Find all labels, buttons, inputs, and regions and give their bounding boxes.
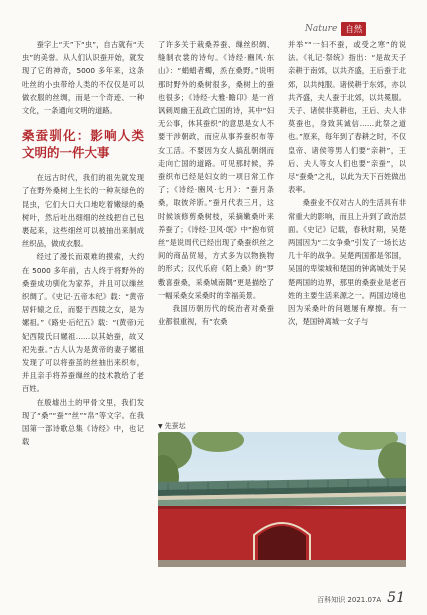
section-label-cn: 自然 [341,22,366,36]
page-number: 51 [387,590,405,606]
intro-paragraph: 蚕字上“天”下“虫”，自古就有“天虫”的美誉。从人们认识蚕开始，就发现了它的神奇，5000 多年来，这条吐丝的小虫带给人类的不仅仅是可以做衣服的丝绸，而是一个奇迹、一种文化，一条通向文明的道路。 [22,40,144,116]
body-paragraph: 在远古时代，我们的祖先就发现了在野外桑树上生长的一种灰绿色的昆虫，它们大口大口地吃着嫩绿的桑树叶，然后吐出细细的丝线把自己包裹起来，这些细丝可以被抽出来制成丝织品，做成衣服。 [22,173,144,249]
body-paragraph: 经过了漫长而艰难的摸索，大约在 5000 多年前，古人终于将野外的桑蚕成功驯化为家养，并且可以缫丝织绸了。《史记·五帝本纪》载：“黄帝居轩辕之丘，而娶于西陵之女，是为嫘祖。”《路史·后纪五》载：“(黄帝)元妃西陵氏曰嫘祖……以其始蚕，故又祀先蚕。”古人认为是黄帝的妻子嫘祖发现了可以将蚕茧的丝抽出来织布，并且亲手将养蚕缫丝的技术教给了老百姓。 [22,252,144,394]
section-heading: 桑蚕驯化：影响人类文明的一件大事 [22,128,144,161]
wall-shadow [158,506,406,509]
figure-caption-text: 先蚕坛 [164,422,186,430]
body-paragraph: 在殷墟出土的甲骨文里，我们发现了“桑”“蚕”“丝”“帛”等文字。在我国第一部诗歌总集《诗经》中，也记载 [22,397,144,447]
body-paragraph: 了许多关于栽桑养蚕、缫丝织绸、缝制衣裳的诗句。《诗经·豳风·东山》：“蜎蜎者蠋，烝在桑野。”说明那时野外的桑树很多，桑树上的蚕也很多；《诗经·大雅·瞻卬》是一首讽刺周幽王乱政亡国的诗，其中“妇无公事，休其蚕织”的意思是女人不要干涉朝政，而应从事养蚕织布等女工活。不要因为女人搞乱朝纲而走向亡国的道路。可见那时候，养蚕织布已经是妇女的一项日常工作了；《诗经·豳风·七月》：“蚕月条桑，取彼斧斨。”蚕月代表三月，这时候该修剪桑树枝，采摘嫩桑叶来养蚕了；《诗经·卫风·氓》中“抱布贸丝”是说周代已经出现了桑蚕织丝之间的商品贸易，方式多为以物换物的形式；汉代乐府《陌上桑》的“罗敷喜蚕桑，采桑城南隅”更是描绘了一幅采桑女采桑时的幸福美景。 [158,40,274,300]
triangle-down-icon: ▼ [158,423,163,430]
figure-caption [158,421,186,431]
body-paragraph: 我国历朝历代的统治者对桑蚕业都很重视，有“农桑 [158,304,274,327]
roof [158,478,406,508]
column-2 [158,38,274,328]
temple-photo [158,432,406,567]
column-3 [288,38,406,328]
section-header [305,22,366,36]
issue-label: 百科知识 2021.07A [317,596,382,604]
body-paragraph: 并举”“一妇不蚕，或受之寒”的说法。《礼记·祭统》指出：“是故天子亲耕于南郊，以共齐盛，王后蚕于北郊，以共纯服。诸侯耕于东郊，亦以共齐盛，夫人蚕于北郊，以共冕服。天子、诸侯非莫耕也，王后、夫人非莫蚕也，身致其诚信……此祭之道也。”原来，每年到了春耕之时，不仅皇帝、诸侯等男人们要“亲耕”，王后、夫人等女人们也要“亲蚕”，以尽“蚕桑”之礼，以此为天下百姓做出表率。 [288,40,406,195]
page-footer [317,590,405,606]
ground [158,560,406,567]
column-1 [22,38,144,448]
section-label-en: Nature [305,24,338,34]
body-paragraph: 桑蚕业不仅对古人的生活具有非常重大的影响，而且上升到了政治层面。《史记》记载，春秋时期，吴楚两国因为“二女争桑”引发了一场长达几十年的战争。吴楚两国都是邻国，吴国的卑梁城和楚国的钟离城处于吴楚两国的边界，那里的桑蚕业是老百姓的主要生活来源之一。两国边境也因为采桑叶的问题屡有摩擦。有一次，楚国钟离城一女子与 [288,198,406,327]
